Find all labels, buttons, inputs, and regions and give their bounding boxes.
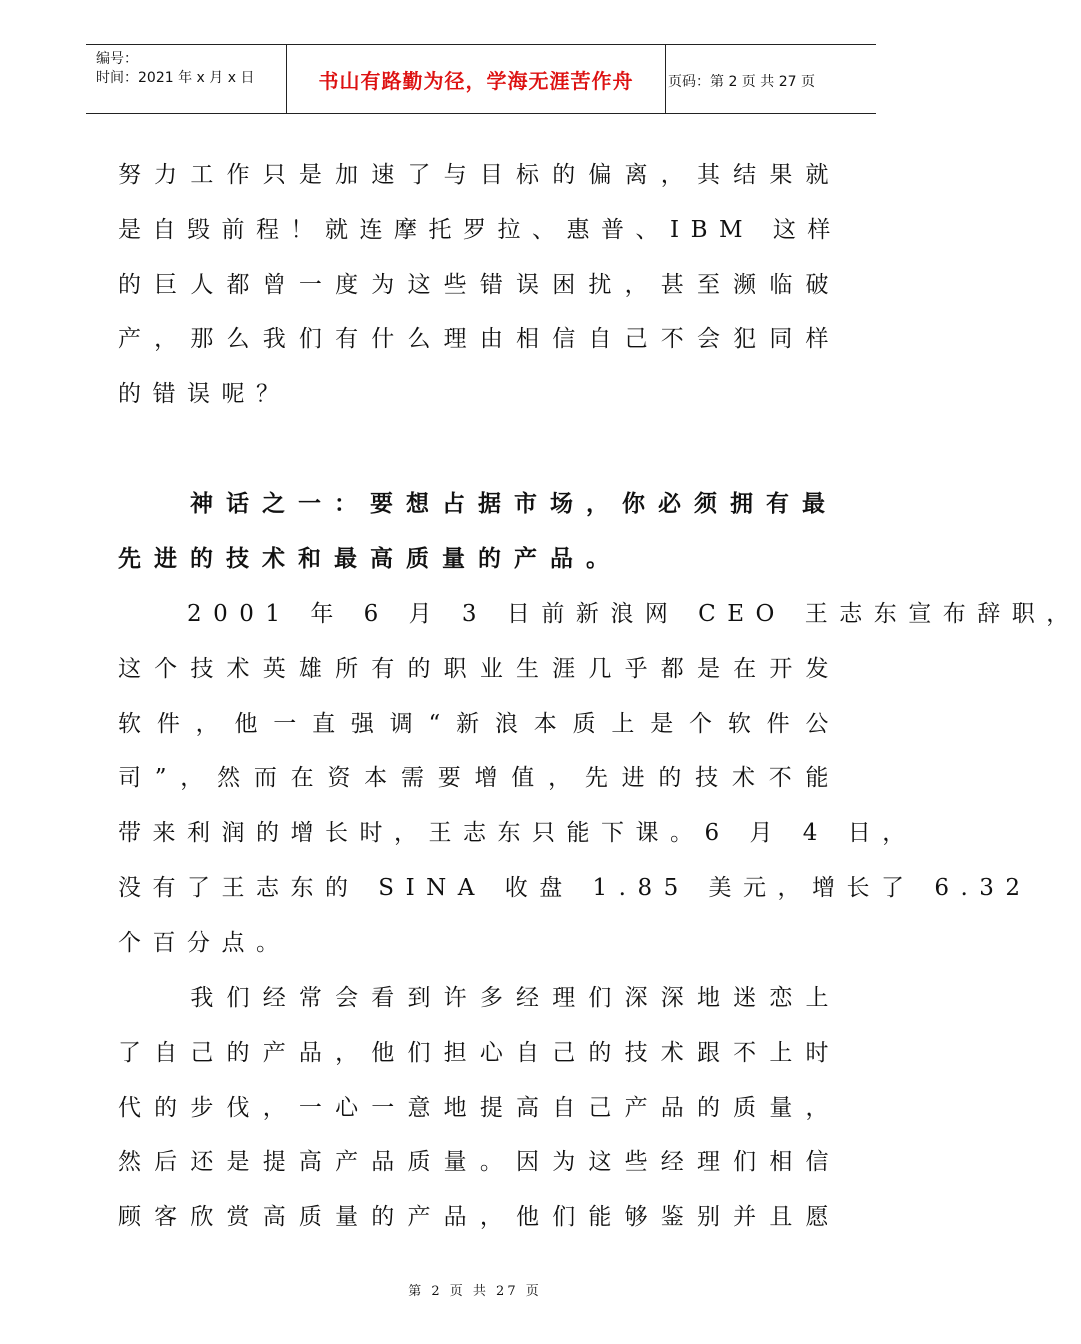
header-motto-box bbox=[286, 44, 666, 114]
header-meta bbox=[96, 50, 254, 88]
text-line: 司”，然而在资本需要增值，先进的技术不能 bbox=[118, 765, 840, 792]
section-heading bbox=[118, 477, 840, 587]
header-bottom-rule bbox=[86, 113, 876, 114]
text-line: 软件，他一直强调“新浪本质上是个软件公 bbox=[118, 710, 840, 737]
text-line: 然后还是提高产品质量。因为这些经理们相信 bbox=[118, 1149, 840, 1176]
text-line: 的错误呢？ bbox=[118, 381, 291, 408]
number-label: 编号： bbox=[96, 51, 138, 67]
page-info: 页码：第 2 页 共 27 页 bbox=[668, 74, 815, 90]
text-line: 没有了王志东的 SINA 收盘 1.85 美元，增长了 6.32 bbox=[118, 874, 1032, 901]
footer-page-label: 第 2 页 共 27 页 bbox=[408, 1284, 542, 1299]
page-footer bbox=[0, 1280, 950, 1299]
text-line: 努力工作只是加速了与目标的偏离，其结果就 bbox=[118, 162, 840, 188]
text-line: 我们经常会看到许多经理们深深地迷恋上 bbox=[118, 985, 840, 1011]
heading-line: 神话之一：要想占据市场，你必须拥有最 bbox=[118, 491, 838, 517]
text-line: 代的步伐，一心一意地提高自己产品的质量， bbox=[118, 1094, 840, 1121]
paragraph-3 bbox=[118, 971, 840, 1245]
text-line: 是自毁前程！就连摩托罗拉、惠普、IBM 这样 bbox=[118, 216, 842, 243]
heading-line: 先进的技术和最高质量的产品。 bbox=[118, 546, 622, 572]
motto: 书山有路勤为径，学海无涯苦作舟 bbox=[318, 68, 634, 93]
time-label: 时间：2021 年 x 月 x 日 bbox=[96, 70, 255, 86]
text-line: 2001 年 6 月 3 日前新浪网 CEO 王志东宣布辞职， bbox=[118, 601, 1081, 627]
text-line: 了自己的产品，他们担心自己的技术跟不上时 bbox=[118, 1039, 840, 1066]
paragraph-1 bbox=[118, 148, 840, 422]
text-line: 这个技术英雄所有的职业生涯几乎都是在开发 bbox=[118, 655, 840, 682]
text-line: 产，那么我们有什么理由相信自己不会犯同样 bbox=[118, 326, 840, 353]
text-line: 顾客欣赏高质量的产品，他们能够鉴别并且愿 bbox=[118, 1204, 840, 1231]
text-line: 带来利润的增长时，王志东只能下课。6 月 4 日， bbox=[118, 820, 917, 847]
text-line: 个百分点。 bbox=[118, 929, 291, 956]
page-header bbox=[86, 44, 876, 114]
paragraph-2 bbox=[118, 587, 1081, 971]
text-line: 的巨人都曾一度为这些错误困扰，甚至濒临破 bbox=[118, 271, 840, 298]
